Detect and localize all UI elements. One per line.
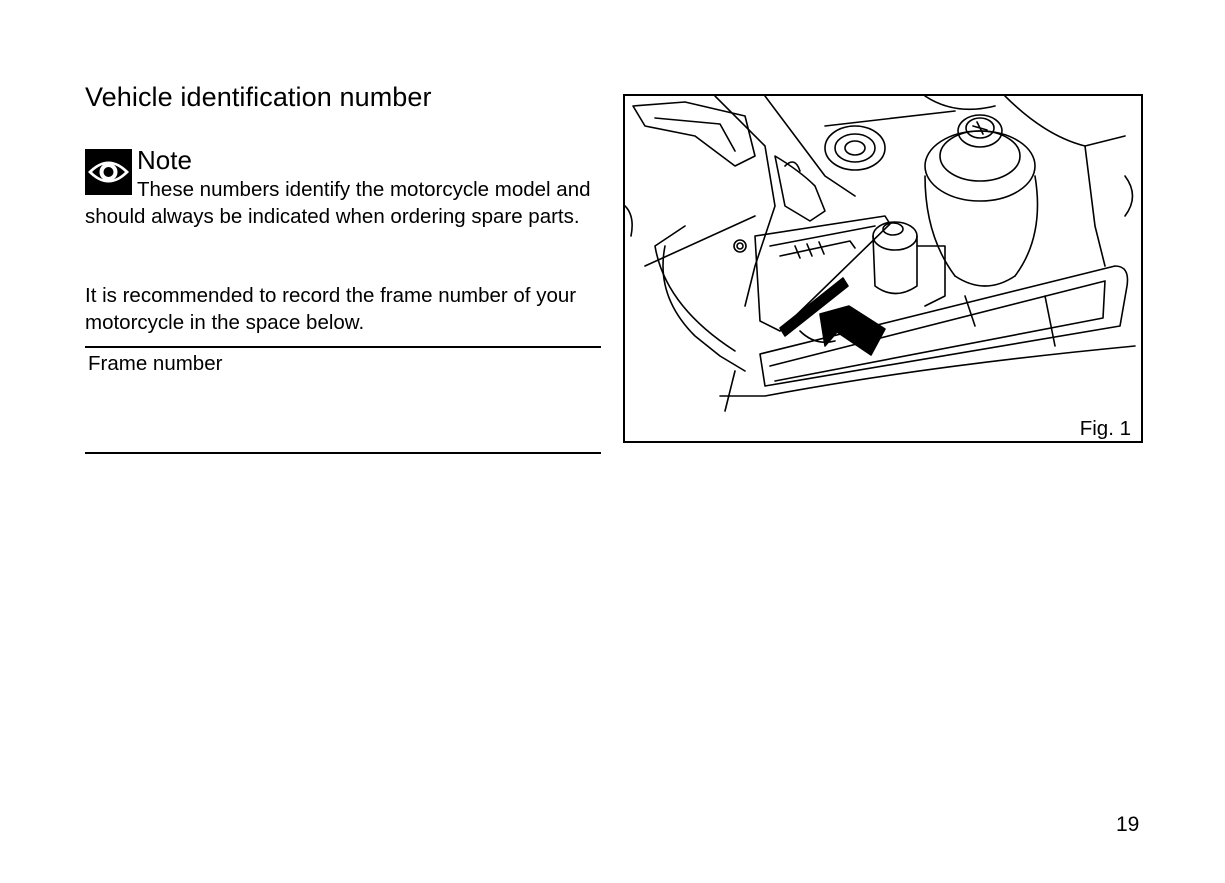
figure-caption: Fig. 1 (1079, 417, 1131, 440)
frame-number-bottom-rule (85, 452, 601, 454)
section-title: Vehicle identification number (85, 82, 432, 112)
note-title: Note (137, 145, 192, 175)
figure-frame-number-location (623, 94, 1143, 443)
recommendation-text: It is recommended to record the frame number of your motorcycle in the space below. (85, 284, 577, 334)
motorcycle-headstock-illustration (625, 96, 1141, 441)
note-text: These numbers identify the motorcycle model and should always be indicated when ordering spare parts. (85, 178, 591, 228)
frame-number-top-rule (85, 346, 601, 348)
page-number: 19 (1116, 813, 1140, 836)
frame-number-label: Frame number (88, 352, 223, 375)
